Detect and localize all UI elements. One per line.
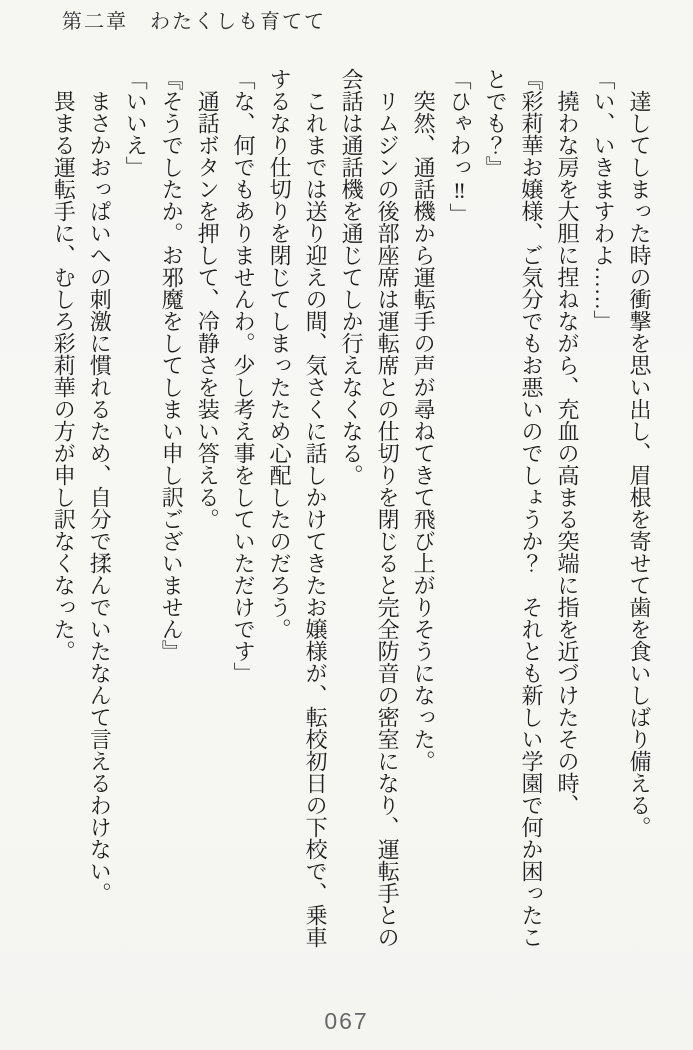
narration-paragraph: 通話ボタンを押して、冷静さを装い答える。 <box>195 68 221 530</box>
chapter-header: 第二章 わたくしも育てて <box>62 11 326 33</box>
narration-paragraph: 畏まる運転手に、むしろ彩莉華の方が申し訳なくなった。 <box>51 68 77 662</box>
narration-paragraph: まさかおっぱいへの刺激に慣れるため、自分で揉んでいたなんて言えるわけない。 <box>87 68 113 904</box>
body-text <box>45 68 657 958</box>
narration-paragraph: 撓わな房を大胆に捏ねながら、充血の高まる突端に指を近づけたその時、 <box>555 68 581 816</box>
dialogue-paragraph: 「い、いきますわよ……」 <box>591 68 617 332</box>
dialogue-paragraph: 「ひゃわっ‼」 <box>447 68 473 225</box>
page-number: 067 <box>324 1008 369 1034</box>
dialogue-paragraph: 『彩莉華お嬢様、ご気分でもお悪いのでしょうか？ それとも新しい学園で何か困ったことでも？』 <box>483 68 545 948</box>
narration-paragraph: リムジンの後部座席は運転席との仕切りを閉じると完全防音の密室になり、運転手との会話は通話機を通じてしか行えなくなる。 <box>339 68 401 948</box>
dialogue-paragraph: 『そうでしたか。お邪魔をしてしまい申し訳ございません』 <box>159 68 185 662</box>
narration-paragraph: これまでは送り迎えの間、気さくに話しかけてきたお嬢様が、転校初日の下校で、乗車するなり仕切りを閉じてしまったため心配したのだろう。 <box>267 68 329 948</box>
dialogue-paragraph: 「な、何でもありませんわ。少し考え事をしていただけです」 <box>231 68 257 684</box>
dialogue-paragraph: 「いいえ」 <box>123 68 149 178</box>
narration-paragraph: 突然、通話機から運転手の声が尋ねてきて飛び上がりそうになった。 <box>411 68 437 772</box>
narration-paragraph: 達してしまった時の衝撃を思い出し、眉根を寄せて歯を食いしばり備える。 <box>627 68 652 838</box>
